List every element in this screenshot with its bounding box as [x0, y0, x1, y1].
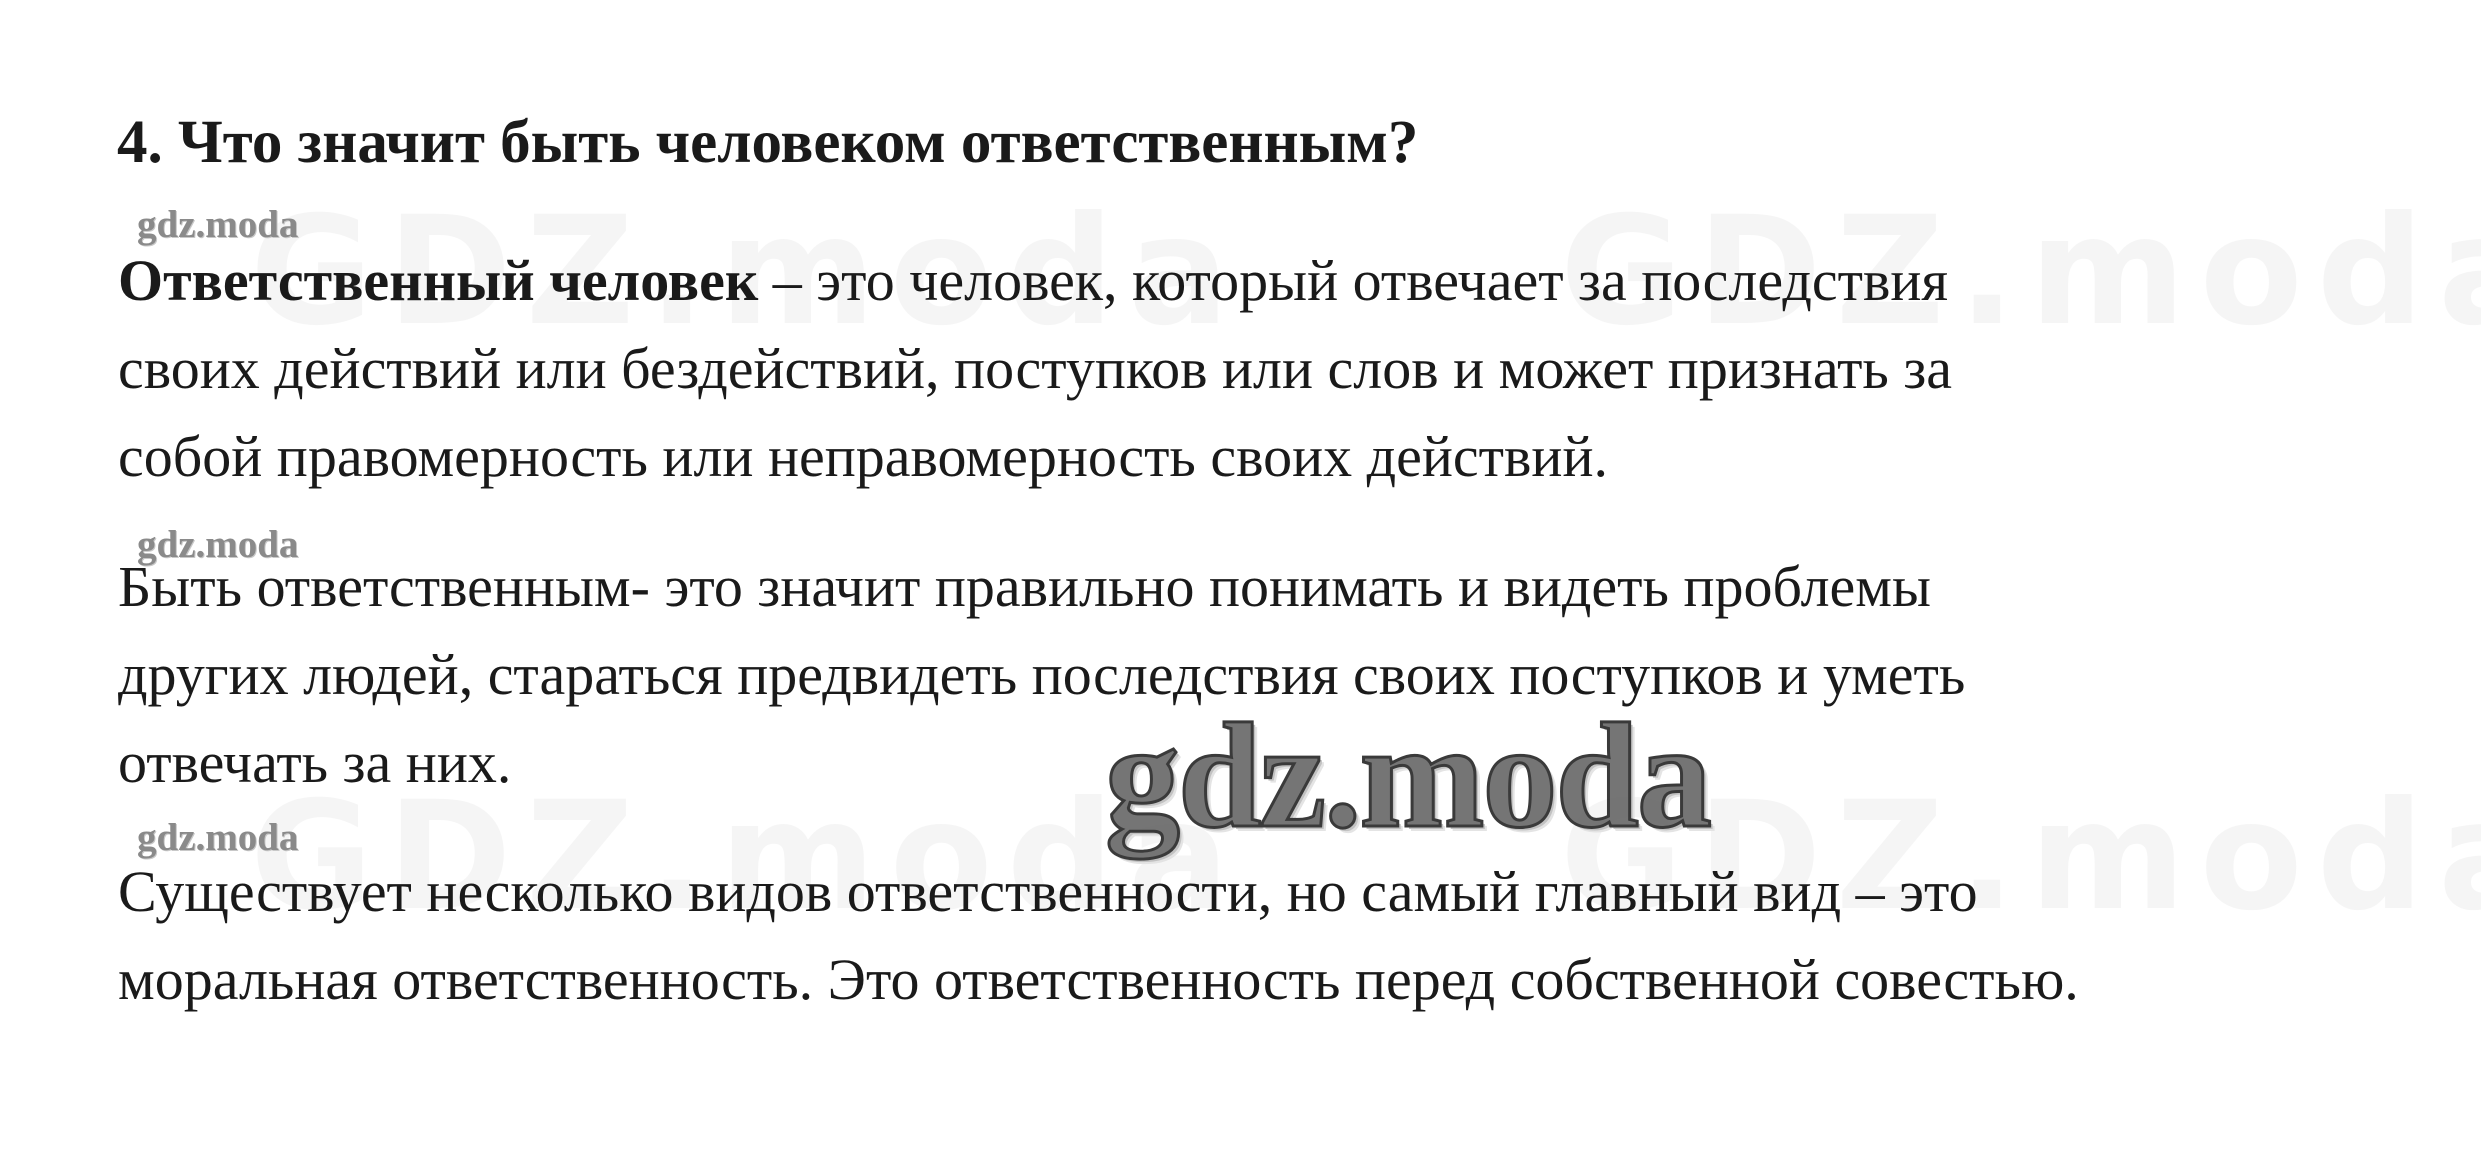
watermark-small: gdz.moda: [137, 523, 299, 566]
paragraph-definition: [118, 237, 1952, 501]
watermark-large: gdz.moda: [1105, 693, 1710, 859]
watermark-small: gdz.moda: [137, 203, 299, 246]
paragraph-types: [118, 848, 2079, 1024]
watermark-small: gdz.moda: [137, 816, 299, 859]
paragraph-line: [118, 237, 1952, 325]
paragraph-line: собой правомерность или неправомерность своих действий.: [118, 424, 1608, 489]
paragraph-line: отвечать за них.: [118, 730, 512, 795]
paragraph-line: своих действий или бездействий, поступков или слов и может признать за: [118, 336, 1953, 401]
defined-term: Ответственный человек: [118, 248, 759, 313]
definition-text: – это человек, который отвечает за последствия: [758, 248, 1949, 313]
paragraph-line: других людей, стараться предвидеть последствия своих поступков и уметь: [118, 642, 1966, 707]
paragraph-line: моральная ответственность. Это ответственность перед собственной совестью.: [118, 947, 2079, 1012]
paragraph-line: Существует несколько видов ответственности, но самый главный вид – это: [118, 859, 1978, 924]
question-heading: 4. Что значит быть человеком ответственным?: [117, 109, 1419, 176]
paragraph-line: Быть ответственным- это значит правильно понимать и видеть проблемы: [118, 554, 1931, 619]
